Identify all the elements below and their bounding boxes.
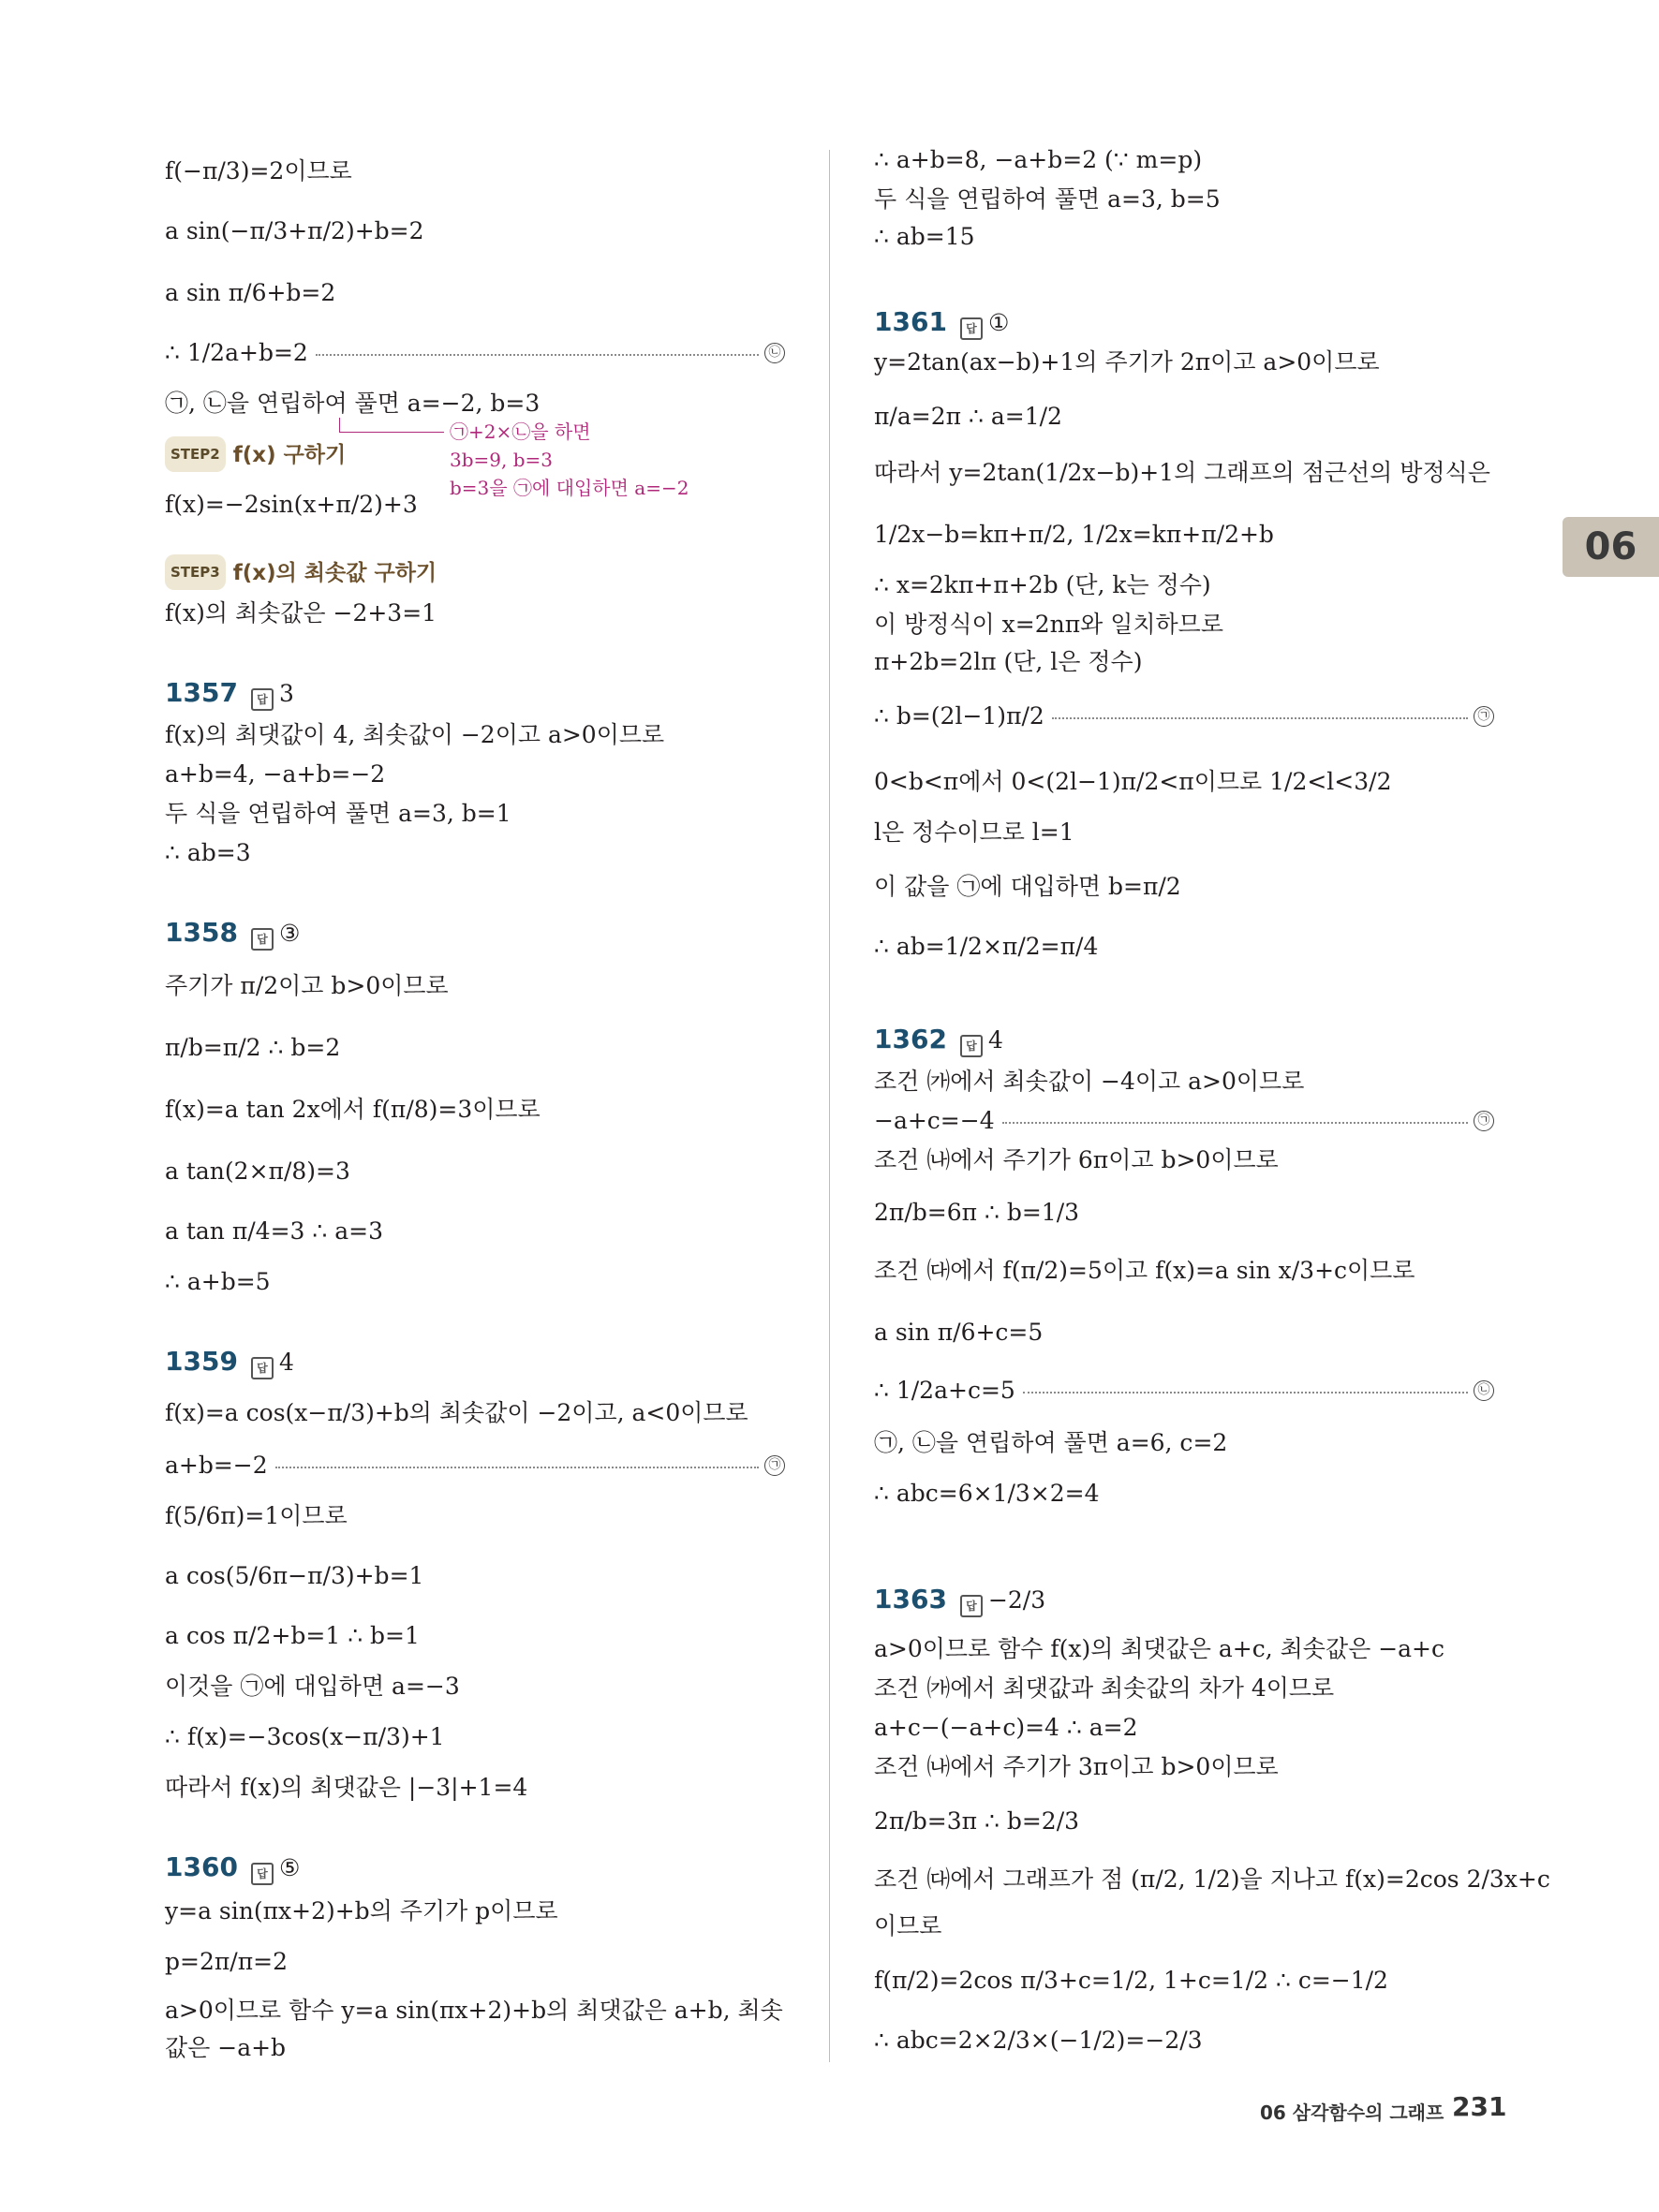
answer-icon: 답 — [251, 1357, 274, 1379]
solution-line: π/a=2π ∴ a=1/2 — [874, 403, 1062, 430]
solution-line: 조건 ㈐에서 f(π/2)=5이고 f(x)=a sin x/3+c이므로 — [874, 1257, 1415, 1284]
solution-line: ∴ x=2kπ+π+2b (단, k는 정수) — [874, 571, 1211, 598]
solution-line: 조건 ㈎에서 최댓값과 최솟값의 차가 4이므로 — [874, 1674, 1335, 1702]
solution-line: 값은 −a+b — [165, 2034, 287, 2061]
dotted-leader — [275, 1467, 759, 1468]
answer: ⑤ — [278, 1854, 301, 1881]
answer: 4 — [278, 1349, 294, 1376]
problem-number-1361: 1361 답 ① — [874, 305, 1009, 340]
solution-line: ∴ abc=6×1/3×2=4 — [874, 1480, 1100, 1507]
problem-number-1360: 1360 답 ⑤ — [165, 1851, 300, 1885]
answer: ① — [987, 309, 1010, 336]
solution-line: ㉠, ㉡을 연립하여 풀면 a=−2, b=3 — [165, 390, 541, 417]
solution-line: f(5/6π)=1이므로 — [165, 1502, 348, 1529]
solution-line: ∴ abc=2×2/3×(−1/2)=−2/3 — [874, 2027, 1203, 2054]
step-title: f(x)의 최솟값 구하기 — [232, 561, 437, 585]
solution-line: ∴ a+b=5 — [165, 1268, 271, 1295]
page-number: 231 — [1452, 2091, 1507, 2122]
step-title: f(x) 구하기 — [232, 443, 347, 467]
solution-line: ∴ b=(2l−1)π/2 — [874, 702, 1044, 730]
answer-icon: 답 — [960, 317, 983, 340]
solution-line: a tan(2×π/8)=3 — [165, 1158, 350, 1185]
solution-line: ∴ ab=1/2×π/2=π/4 — [874, 933, 1099, 960]
equation-marker: ㉠ — [764, 1455, 785, 1476]
solution-line: l은 정수이므로 l=1 — [874, 818, 1074, 846]
solution-line: 두 식을 연립하여 풀면 a=3, b=5 — [874, 185, 1221, 213]
solution-line: 주기가 π/2이고 b>0이므로 — [165, 972, 449, 999]
solution-line: a sin π/6+b=2 — [165, 279, 336, 306]
solution-line: 이 방정식이 x=2nπ와 일치하므로 — [874, 611, 1223, 638]
step-badge: STEP3 — [165, 554, 226, 590]
footer-chapter-title: 06 삼각함수의 그래프 — [1260, 2101, 1444, 2124]
solution-line: p=2π/π=2 — [165, 1948, 288, 1975]
solution-line: π+2b=2lπ (단, l은 정수) — [874, 648, 1143, 675]
solution-line: 따라서 y=2tan(1/2x−b)+1의 그래프의 점근선의 방정식은 — [874, 459, 1490, 486]
solution-line: a>0이므로 함수 y=a sin(πx+2)+b의 최댓값은 a+b, 최솟 — [165, 1997, 783, 2024]
equation-marker: ㉠ — [1474, 706, 1494, 727]
answer-icon: 답 — [960, 1035, 983, 1057]
solution-line: 이므로 — [874, 1912, 942, 1939]
solution-line: ∴ a+b=8, −a+b=2 (∵ m=p) — [874, 146, 1203, 173]
solution-line: f(x)=−2sin(x+π/2)+3 — [165, 491, 418, 518]
problem-number-1359: 1359 답 4 — [165, 1345, 294, 1379]
problem-number-1362: 1362 답 4 — [874, 1023, 1003, 1057]
answer-icon: 답 — [251, 928, 274, 951]
answer: ③ — [278, 920, 301, 947]
solution-line: f(x)의 최솟값은 −2+3=1 — [165, 599, 437, 627]
solution-line: ㉠, ㉡을 연립하여 풀면 a=6, c=2 — [874, 1429, 1228, 1456]
equation-marker: ㉡ — [764, 343, 785, 363]
answer-icon: 답 — [960, 1595, 983, 1617]
solution-line: y=a sin(πx+2)+b의 주기가 p이므로 — [165, 1897, 558, 1924]
solution-line: 조건 ㈏에서 주기가 6π이고 b>0이므로 — [874, 1146, 1279, 1173]
step-heading — [165, 554, 437, 590]
solution-line: a+c−(−a+c)=4 ∴ a=2 — [874, 1714, 1138, 1741]
solution-line: ∴ ab=3 — [165, 839, 251, 866]
solution-line: 0<b<π에서 0<(2l−1)π/2<π이므로 1/2<l<3/2 — [874, 768, 1392, 795]
problem-number-1358: 1358 답 ③ — [165, 916, 300, 951]
solution-line: 이 값을 ㉠에 대입하면 b=π/2 — [874, 873, 1181, 900]
solution-line: 두 식을 연립하여 풀면 a=3, b=1 — [165, 800, 511, 827]
answer: 3 — [278, 680, 294, 707]
column-divider — [829, 150, 830, 2062]
solution-line: ∴ 1/2a+c=5 — [874, 1377, 1015, 1404]
solution-line: a cos(5/6π−π/3)+b=1 — [165, 1562, 424, 1589]
answer-icon: 답 — [251, 688, 274, 711]
answer-icon: 답 — [251, 1863, 274, 1885]
chapter-tab: 06 — [1563, 517, 1659, 577]
solution-line: 2π/b=3π ∴ b=2/3 — [874, 1807, 1080, 1835]
solution-line: f(π/2)=2cos π/3+c=1/2, 1+c=1/2 ∴ c=−1/2 — [874, 1967, 1388, 1994]
answer: −2/3 — [987, 1586, 1046, 1614]
solution-line: −a+c=−4 — [874, 1107, 995, 1134]
solution-line: f(−π/3)=2이므로 — [165, 157, 352, 184]
solution-line: a sin(−π/3+π/2)+b=2 — [165, 217, 424, 244]
solution-line: a+b=4, −a+b=−2 — [165, 760, 386, 788]
solution-line: a>0이므로 함수 f(x)의 최댓값은 a+c, 최솟값은 −a+c — [874, 1635, 1444, 1662]
solution-line: 조건 ㈏에서 주기가 3π이고 b>0이므로 — [874, 1753, 1279, 1780]
solution-line: ∴ f(x)=−3cos(x−π/3)+1 — [165, 1723, 445, 1750]
solution-line: f(x)=a tan 2x에서 f(π/8)=3이므로 — [165, 1096, 541, 1123]
dotted-leader — [316, 354, 759, 356]
solution-line: 따라서 f(x)의 최댓값은 |−3|+1=4 — [165, 1774, 528, 1801]
dotted-leader — [1002, 1122, 1468, 1124]
solution-line: y=2tan(ax−b)+1의 주기가 2π이고 a>0이므로 — [874, 348, 1380, 376]
solution-line: f(x)의 최댓값이 4, 최솟값이 −2이고 a>0이므로 — [165, 721, 665, 748]
solution-line: a cos π/2+b=1 ∴ b=1 — [165, 1622, 420, 1649]
problem-number-1357: 1357 답 3 — [165, 676, 294, 711]
step-heading — [165, 436, 346, 472]
solution-line: π/b=π/2 ∴ b=2 — [165, 1034, 341, 1061]
answer: 4 — [987, 1026, 1003, 1054]
margin-note: b=3을 ㉠에 대입하면 a=−2 — [450, 477, 689, 499]
solution-line: 조건 ㈐에서 그래프가 점 (π/2, 1/2)을 지나고 f(x)=2cos 2/3x+c — [874, 1865, 1550, 1893]
solution-line: 1/2x−b=kπ+π/2, 1/2x=kπ+π/2+b — [874, 521, 1274, 548]
step-badge: STEP2 — [165, 436, 226, 472]
problem-number-1363: 1363 답 −2/3 — [874, 1583, 1045, 1617]
note-connector — [339, 418, 340, 433]
solution-line: a sin π/6+c=5 — [874, 1319, 1044, 1346]
dotted-leader — [1023, 1392, 1468, 1394]
margin-note: ㉠+2×㉡을 하면 — [450, 420, 591, 443]
solution-line: ∴ 1/2a+b=2 — [165, 339, 308, 366]
solution-line: ∴ ab=15 — [874, 223, 975, 250]
note-connector — [339, 432, 444, 433]
equation-marker: ㉠ — [1474, 1111, 1494, 1131]
solution-line: a+b=−2 — [165, 1452, 268, 1479]
solution-line: 이것을 ㉠에 대입하면 a=−3 — [165, 1673, 460, 1700]
solution-line: 2π/b=6π ∴ b=1/3 — [874, 1199, 1080, 1226]
solution-line: 조건 ㈎에서 최솟값이 −4이고 a>0이므로 — [874, 1068, 1305, 1095]
solution-line: a tan π/4=3 ∴ a=3 — [165, 1217, 384, 1245]
solution-line: f(x)=a cos(x−π/3)+b의 최솟값이 −2이고, a<0이므로 — [165, 1399, 748, 1426]
equation-marker: ㉡ — [1474, 1380, 1494, 1401]
margin-note: 3b=9, b=3 — [450, 449, 554, 471]
dotted-leader — [1052, 717, 1468, 719]
